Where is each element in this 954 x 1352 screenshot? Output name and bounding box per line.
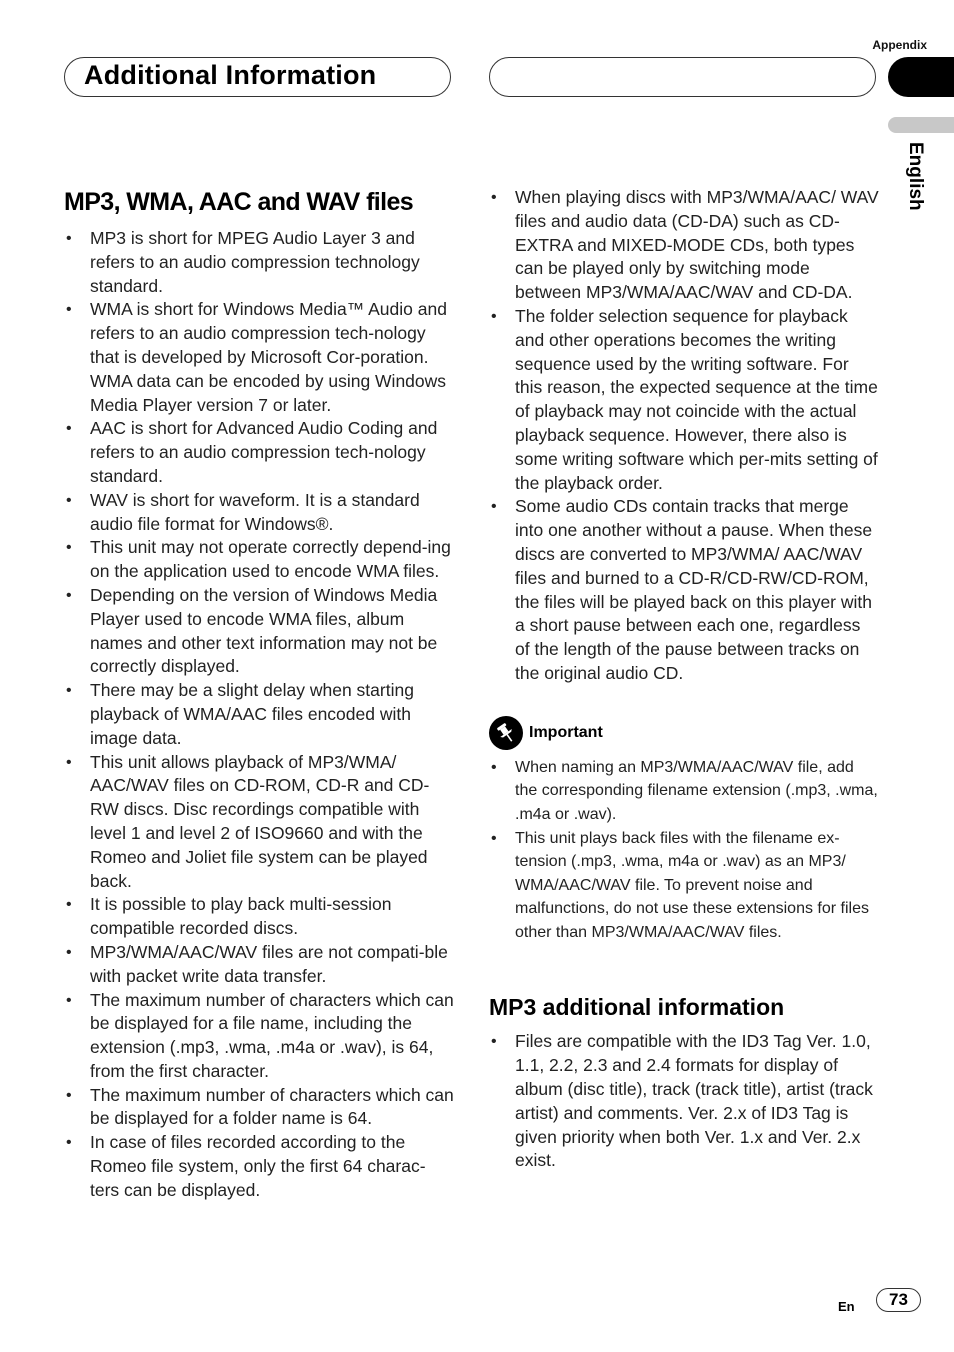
list-item: • Some audio CDs contain tracks that merge into one another without a pause. When these discs are converted to MP3/WMA/ AAC/WAV files and burned to a CD-R/CD-RW/CD-ROM, the files will be played back on this player with a short pause between each one, regardless of the length of the pause between tracks on the original audio CD. [489,495,879,685]
list-item: • The maximum number of characters which can be displayed for a folder name is 64. [64,1084,454,1132]
chapter-tab [888,57,954,97]
mp3-wma-aac-wav-heading: MP3, WMA, AAC and WAV files [64,188,414,216]
list-item: • In case of files recorded according to the Romeo file system, only the first 64 charac-ters can be displayed. [64,1131,454,1202]
appendix-label: Appendix [872,38,927,52]
language-tab-label: English [905,142,926,211]
list-item: • There may be a slight delay when starting playback of WMA/AAC files encoded with image data. [64,679,454,750]
page-number: 73 [876,1288,921,1312]
left-bullet-list [64,227,454,1203]
language-tab-marker [888,117,954,133]
list-item: • AAC is short for Advanced Audio Coding and refers to an audio compression tech-nology standard. [64,417,454,488]
list-item: • This unit may not operate correctly depend-ing on the application used to encode WMA files. [64,536,454,584]
list-item: • WAV is short for waveform. It is a standard audio file format for Windows®. [64,489,454,537]
list-item: • When naming an MP3/WMA/AAC/WAV file, add the corresponding filename extension (.mp3, .wma, .m4a or .wav). [489,756,879,827]
section-header-pill [64,57,451,97]
mp3-info-list [489,1030,879,1173]
important-label: Important [529,723,603,741]
important-heading [489,716,879,750]
header-pill-empty [489,57,876,97]
list-item: • The maximum number of characters which can be displayed for a file name, including the extension (.mp3, .wma, .m4a or .wav), is 64, from the first character. [64,989,454,1084]
list-item: • This unit allows playback of MP3/WMA/ AAC/WAV files on CD-ROM, CD-R and CD-RW discs. Disc recordings compatible with level 1 and level 2 of ISO9660 and with the Romeo and Joliet file system can be played back. [64,751,454,894]
footer-language: En [838,1299,855,1314]
list-item: • MP3 is short for MPEG Audio Layer 3 and refers to an audio compression technology standard. [64,227,454,298]
list-item: • This unit plays back files with the filename ex-tension (.mp3, .wma, m4a or .wav) as an MP3/ WMA/AAC/WAV file. To prevent noise and malfunctions, do not use these extensions for files other than MP3/WMA/AAC/WAV files. [489,827,879,945]
section-title: Additional Information [84,60,377,90]
list-item: • It is possible to play back multi-session compatible recorded discs. [64,893,454,941]
important-list [489,756,879,945]
list-item: • WMA is short for Windows Media™ Audio and refers to an audio compression tech-nology that is developed by Microsoft Cor-poration. WMA data can be encoded by using Windows Media Player version 7 or later. [64,298,454,417]
list-item: • MP3/WMA/AAC/WAV files are not compati-ble with packet write data transfer. [64,941,454,989]
left-column [64,186,454,1203]
right-column [489,186,879,1173]
list-item: • Files are compatible with the ID3 Tag Ver. 1.0, 1.1, 2.2, 2.3 and 2.4 formats for display of album (disc title), track (track title), artist (track artist) and comments. Ver. 2.x of ID3 Tag is given priority when both Ver. 1.x and Ver. 2.x exist. [489,1030,879,1173]
list-item: • The folder selection sequence for playback and other operations becomes the writing sequence used by the writing software. For this reason, the expected sequence at the time of playback may not coincide with the actual playback sequence. However, there also is some writing software which per-mits setting of the playback order. [489,305,879,495]
mp3-additional-info-heading: MP3 additional information [489,994,785,1021]
list-item: • Depending on the version of Windows Media Player used to encode WMA files, album names and other text information may not be correctly displayed. [64,584,454,679]
pushpin-icon [489,716,523,750]
list-item: • When playing discs with MP3/WMA/AAC/ WAV files and audio data (CD-DA) such as CD-EXTRA and MIXED-MODE CDs, both types can be played only by switching mode between MP3/WMA/AAC/WAV and CD-DA. [489,186,879,305]
right-bullet-list [489,186,879,686]
